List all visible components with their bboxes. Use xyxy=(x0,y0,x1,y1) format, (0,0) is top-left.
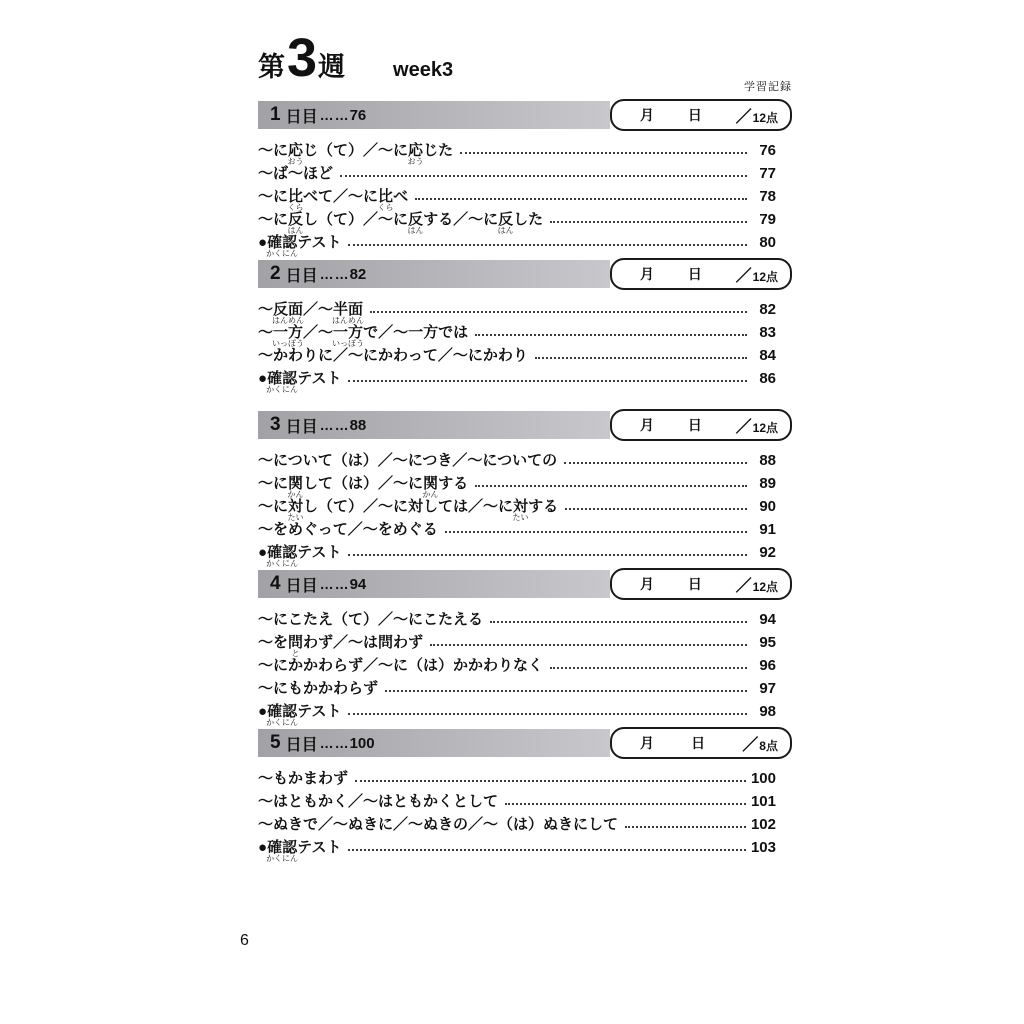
ruby-segment xyxy=(332,301,365,325)
study-record-box xyxy=(610,99,792,131)
toc-entry xyxy=(258,816,792,833)
entry-title xyxy=(258,301,365,325)
text-segment: 〜はともかく／〜はともかくとして xyxy=(258,793,499,810)
text-segment: 〜もかまわず xyxy=(258,770,349,787)
entry-page-number: 103 xyxy=(750,839,776,856)
entry-title xyxy=(258,234,342,258)
text-segment: 〜に xyxy=(258,475,289,492)
month-label: 月 xyxy=(640,266,654,282)
entry-title xyxy=(258,770,348,787)
text-segment: する xyxy=(528,498,559,515)
month-label: 月 xyxy=(640,576,654,592)
study-record-box xyxy=(610,258,792,290)
ruby-text: おう xyxy=(407,156,424,166)
ruby-segment xyxy=(266,703,299,727)
toc-entry xyxy=(258,544,792,568)
ruby-text: たい xyxy=(512,512,529,522)
toc-entry xyxy=(258,324,792,348)
day-label: 日目 xyxy=(285,577,318,595)
entry-title xyxy=(258,324,469,348)
text-segment: テスト xyxy=(297,839,342,856)
ruby-segment xyxy=(288,634,304,658)
ruby-text: かくにん xyxy=(266,853,299,863)
ruby-base: 比 xyxy=(378,188,394,205)
toc-page xyxy=(258,0,792,863)
entry-title xyxy=(258,347,528,364)
dotted-leader xyxy=(348,234,747,246)
day-section xyxy=(258,258,792,394)
score-field xyxy=(736,104,778,127)
text-segment: 〜にかかわらず／〜に（は）かかわりなく xyxy=(258,657,544,674)
ruby-base: 反 xyxy=(498,211,514,228)
ruby-segment xyxy=(422,475,439,499)
text-segment: ／〜 xyxy=(303,301,334,318)
ruby-text: はんめん xyxy=(332,315,365,325)
entry-title xyxy=(258,521,438,538)
score-points: 12点 xyxy=(752,110,778,125)
text-segment: ● xyxy=(258,703,268,720)
ruby-text: かくにん xyxy=(266,248,299,258)
entry-title xyxy=(258,188,409,212)
study-record-label: 学習記録 xyxy=(744,81,792,93)
ruby-text: はん xyxy=(407,225,424,235)
entry-page-number: 77 xyxy=(759,165,776,182)
dotted-leader xyxy=(385,680,747,692)
text-segment: 〜ば〜ほど xyxy=(258,165,334,182)
score-field xyxy=(742,732,778,755)
ruby-segment xyxy=(266,234,299,258)
text-segment: した xyxy=(513,211,544,228)
text-segment: じた xyxy=(423,142,454,159)
week-header xyxy=(258,0,792,86)
ruby-segment xyxy=(266,370,299,394)
day-header-bar xyxy=(258,729,610,757)
text-segment: して（は）／〜に xyxy=(303,475,424,492)
ruby-segment xyxy=(512,498,529,522)
ruby-base: 比 xyxy=(288,188,304,205)
text-segment: 〜 xyxy=(258,301,274,318)
entry-page-number: 94 xyxy=(759,611,776,628)
toc-entry xyxy=(258,347,792,364)
entry-title xyxy=(258,816,618,833)
toc-entry xyxy=(258,370,792,394)
day-header-bar xyxy=(258,570,610,598)
ruby-text: はん xyxy=(287,225,304,235)
toc-entry xyxy=(258,839,792,863)
ruby-base: 確認 xyxy=(267,544,298,561)
ruby-segment xyxy=(287,498,304,522)
toc-entry xyxy=(258,657,792,674)
ruby-text: かくにん xyxy=(266,558,299,568)
day-label: 日目 xyxy=(285,108,318,126)
ruby-text: おう xyxy=(287,156,304,166)
toc-entries xyxy=(258,301,792,394)
ruby-base: 確認 xyxy=(267,234,298,251)
text-segment: テスト xyxy=(297,370,342,387)
month-label: 月 xyxy=(640,107,654,123)
ruby-segment xyxy=(287,475,304,499)
ruby-base: 対 xyxy=(513,498,529,515)
entry-page-number: 96 xyxy=(759,657,776,674)
score-points: 12点 xyxy=(752,420,778,435)
entry-title xyxy=(258,703,342,727)
ruby-base: 一方 xyxy=(333,324,364,341)
ruby-segment xyxy=(287,188,304,212)
dotted-leader xyxy=(535,347,747,359)
day-start-page: 100 xyxy=(349,734,375,752)
text-segment: する／〜に xyxy=(423,211,499,228)
day-start-page: 88 xyxy=(349,416,367,434)
day-header-bar xyxy=(258,411,610,439)
text-segment: 〜ぬきで／〜ぬきに／〜ぬきの／〜（は）ぬきにして xyxy=(258,816,619,833)
entry-page-number: 82 xyxy=(759,301,776,318)
text-segment: わず／〜は問わず xyxy=(303,634,424,651)
entry-title xyxy=(258,657,543,674)
score-field xyxy=(736,414,778,437)
text-segment: ● xyxy=(258,544,268,561)
page-number: 6 xyxy=(240,932,249,949)
ruby-text: と xyxy=(291,648,300,658)
score-slash: ／ xyxy=(735,108,752,126)
day-number: 5 xyxy=(270,732,281,753)
ruby-base: 反面 xyxy=(273,301,304,318)
ruby-segment xyxy=(287,211,304,235)
entry-title xyxy=(258,165,333,182)
day-leader-dots: …… xyxy=(319,107,350,123)
entry-title xyxy=(258,634,424,658)
dotted-leader xyxy=(475,324,747,336)
toc-entries xyxy=(258,611,792,727)
entry-page-number: 100 xyxy=(750,770,776,787)
score-points: 12点 xyxy=(752,579,778,594)
text-segment: し（て）／〜に xyxy=(303,211,409,228)
ruby-segment xyxy=(332,324,365,348)
day-header-row xyxy=(258,258,792,290)
text-segment: 〜に xyxy=(258,498,289,515)
day-label: 日目 xyxy=(285,418,318,436)
ruby-text: かくにん xyxy=(266,384,299,394)
entry-title xyxy=(258,611,483,628)
entry-page-number: 97 xyxy=(759,680,776,697)
entry-title xyxy=(258,544,342,568)
text-segment: 〜について（は）／〜につき／〜についての xyxy=(258,452,558,469)
dotted-leader xyxy=(505,793,746,805)
text-segment: 〜を xyxy=(258,634,289,651)
day-section xyxy=(258,727,792,863)
dotted-leader xyxy=(490,611,747,623)
toc-entry xyxy=(258,521,792,538)
text-segment: ● xyxy=(258,234,268,251)
toc-entry xyxy=(258,680,792,697)
text-segment: テスト xyxy=(297,544,342,561)
entry-title xyxy=(258,839,342,863)
text-segment: ／〜 xyxy=(303,324,334,341)
toc-entry xyxy=(258,165,792,182)
ruby-segment xyxy=(407,142,424,166)
text-segment: し（て）／〜に対しては／〜に xyxy=(303,498,514,515)
toc-entry xyxy=(258,188,792,212)
entry-page-number: 86 xyxy=(759,370,776,387)
day-leader-dots: …… xyxy=(319,735,350,751)
ruby-base: 一方 xyxy=(273,324,304,341)
ruby-text: はんめん xyxy=(272,315,305,325)
day-label: 日目 xyxy=(285,736,318,754)
score-points: 8点 xyxy=(759,738,778,753)
entry-page-number: 78 xyxy=(759,188,776,205)
entry-page-number: 83 xyxy=(759,324,776,341)
toc-entry xyxy=(258,301,792,325)
day-header-bar xyxy=(258,101,610,129)
toc-entry xyxy=(258,498,792,522)
ruby-text: いっぽう xyxy=(332,338,365,348)
entry-title xyxy=(258,142,454,166)
dotted-leader xyxy=(340,165,747,177)
entry-title xyxy=(258,452,557,469)
ruby-text: かくにん xyxy=(266,717,299,727)
entry-page-number: 91 xyxy=(759,521,776,538)
day-field-label: 日 xyxy=(687,266,702,282)
entry-page-number: 88 xyxy=(759,452,776,469)
text-segment: 〜にこたえ（て）／〜にこたえる xyxy=(258,611,484,628)
ruby-base: 対 xyxy=(288,498,304,515)
text-segment: 〜に xyxy=(258,211,289,228)
ruby-text: たい xyxy=(287,512,304,522)
day-number: 1 xyxy=(270,104,281,125)
ruby-base: 確認 xyxy=(267,703,298,720)
day-field-label: 日 xyxy=(687,107,702,123)
dotted-leader xyxy=(445,521,747,533)
toc-entry xyxy=(258,142,792,166)
dotted-leader xyxy=(550,657,747,669)
toc-entry xyxy=(258,793,792,810)
week-prefix: 第 xyxy=(258,52,285,82)
ruby-segment xyxy=(266,839,299,863)
month-label: 月 xyxy=(640,735,654,751)
text-segment: べ xyxy=(393,188,409,205)
ruby-segment xyxy=(377,188,394,212)
study-record-box xyxy=(610,727,792,759)
text-segment: ● xyxy=(258,839,268,856)
ruby-text: くら xyxy=(377,202,394,212)
ruby-base: 問 xyxy=(288,634,304,651)
entry-page-number: 76 xyxy=(759,142,776,159)
ruby-text: はん xyxy=(497,225,514,235)
day-header-row xyxy=(258,727,792,759)
entry-page-number: 98 xyxy=(759,703,776,720)
month-label: 月 xyxy=(640,417,654,433)
dotted-leader xyxy=(355,770,746,782)
text-segment: 〜に xyxy=(258,142,289,159)
text-segment: 〜をめぐって／〜をめぐる xyxy=(258,521,438,538)
week-number: 3 xyxy=(287,28,317,88)
day-number: 3 xyxy=(270,414,281,435)
day-start-page: 94 xyxy=(349,575,367,593)
toc-entries xyxy=(258,770,792,863)
day-leader-dots: …… xyxy=(319,576,350,592)
entry-title xyxy=(258,475,469,499)
ruby-segment xyxy=(266,544,299,568)
entry-title xyxy=(258,680,378,697)
day-start-page: 76 xyxy=(349,106,367,124)
text-segment: じ（て）／〜に xyxy=(303,142,409,159)
dotted-leader xyxy=(460,142,747,154)
ruby-base: 半面 xyxy=(333,301,364,318)
text-segment: 〜かわりに／〜にかわって／〜にかわり xyxy=(258,347,528,364)
text-segment: べて／〜に xyxy=(303,188,379,205)
day-header-bar xyxy=(258,260,610,288)
dotted-leader xyxy=(564,452,747,464)
ruby-base: 確認 xyxy=(267,839,298,856)
day-leader-dots: …… xyxy=(319,266,350,282)
text-segment: ● xyxy=(258,370,268,387)
week-english-label: week3 xyxy=(393,59,454,81)
dotted-leader xyxy=(348,370,747,382)
day-section xyxy=(258,568,792,727)
day-header-row xyxy=(258,99,792,131)
ruby-base: 関 xyxy=(288,475,304,492)
toc-entry xyxy=(258,634,792,658)
toc-entry xyxy=(258,211,792,235)
sections-container xyxy=(258,99,792,863)
entry-page-number: 84 xyxy=(759,347,776,364)
ruby-segment xyxy=(497,211,514,235)
score-slash: ／ xyxy=(735,577,752,595)
dotted-leader xyxy=(348,839,745,851)
day-header-row xyxy=(258,568,792,600)
day-number: 4 xyxy=(270,573,281,594)
text-segment: 〜にもかかわらず xyxy=(258,680,379,697)
toc-entry xyxy=(258,703,792,727)
dotted-leader xyxy=(625,816,746,828)
ruby-text: かん xyxy=(422,489,439,499)
toc-entry xyxy=(258,475,792,499)
ruby-base: 反 xyxy=(408,211,424,228)
entry-page-number: 79 xyxy=(759,211,776,228)
day-header-row xyxy=(258,409,792,441)
dotted-leader xyxy=(415,188,747,200)
ruby-base: 確認 xyxy=(267,370,298,387)
toc-entry xyxy=(258,611,792,628)
dotted-leader xyxy=(475,475,747,487)
toc-entries xyxy=(258,142,792,258)
ruby-base: 反 xyxy=(288,211,304,228)
score-slash: ／ xyxy=(735,418,752,436)
ruby-segment xyxy=(272,301,305,325)
day-label: 日目 xyxy=(285,267,318,285)
week-suffix: 週 xyxy=(318,52,346,82)
entry-title xyxy=(258,211,544,235)
entry-page-number: 92 xyxy=(759,544,776,561)
day-leader-dots: …… xyxy=(319,417,350,433)
text-segment: 〜に xyxy=(258,188,289,205)
dotted-leader xyxy=(565,498,747,510)
entry-page-number: 90 xyxy=(759,498,776,515)
ruby-segment xyxy=(287,142,304,166)
score-slash: ／ xyxy=(735,267,752,285)
ruby-base: 応 xyxy=(408,142,424,159)
day-section xyxy=(258,409,792,568)
dotted-leader xyxy=(348,544,747,556)
ruby-base: 関 xyxy=(423,475,439,492)
entry-title xyxy=(258,793,498,810)
toc-entry xyxy=(258,770,792,787)
study-record-box xyxy=(610,409,792,441)
dotted-leader xyxy=(550,211,747,223)
day-section xyxy=(258,99,792,258)
ruby-segment xyxy=(272,324,305,348)
score-field xyxy=(736,263,778,286)
score-field xyxy=(736,573,778,596)
entry-page-number: 101 xyxy=(750,793,776,810)
entry-title xyxy=(258,370,342,394)
text-segment: 〜 xyxy=(258,324,274,341)
dotted-leader xyxy=(430,634,747,646)
ruby-segment xyxy=(407,211,424,235)
entry-page-number: 95 xyxy=(759,634,776,651)
toc-entry xyxy=(258,234,792,258)
text-segment: テスト xyxy=(297,234,342,251)
day-field-label: 日 xyxy=(687,576,702,592)
day-start-page: 82 xyxy=(349,265,367,283)
score-slash: ／ xyxy=(742,736,759,754)
ruby-base: 応 xyxy=(288,142,304,159)
text-segment: テスト xyxy=(297,703,342,720)
entry-title xyxy=(258,498,559,522)
study-record-box xyxy=(610,568,792,600)
score-points: 12点 xyxy=(752,269,778,284)
day-field-label: 日 xyxy=(691,735,706,751)
dotted-leader xyxy=(370,301,747,313)
entry-page-number: 102 xyxy=(750,816,776,833)
ruby-text: くら xyxy=(287,202,304,212)
dotted-leader xyxy=(348,703,747,715)
toc-entries xyxy=(258,452,792,568)
ruby-text: いっぽう xyxy=(272,338,305,348)
text-segment: で／〜一方では xyxy=(363,324,469,341)
entry-page-number: 89 xyxy=(759,475,776,492)
entry-page-number: 80 xyxy=(759,234,776,251)
day-number: 2 xyxy=(270,263,281,284)
day-field-label: 日 xyxy=(687,417,702,433)
toc-entry xyxy=(258,452,792,469)
text-segment: する xyxy=(438,475,469,492)
ruby-text: かん xyxy=(287,489,304,499)
